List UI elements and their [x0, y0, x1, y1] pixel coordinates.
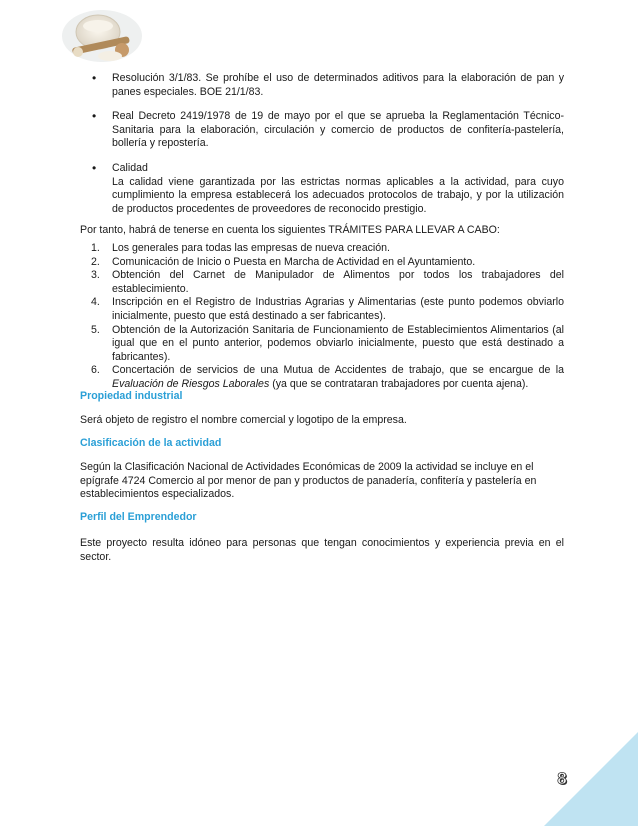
list-item: 4. Inscripción en el Registro de Industrias Agrarias y Alimentarias (este punto podemos obviarlo inicialmente, puesto que está destinado a ser fabricantes).	[91, 296, 564, 322]
perfil-text: Este proyecto resulta idóneo para personas que tengan conocimientos y experiencia previa en el sector.	[80, 537, 564, 563]
regulations-list	[80, 72, 564, 227]
heading-propiedad: Propiedad industrial	[80, 390, 183, 402]
list-item: • Resolución 3/1/83. Se prohíbe el uso de determinados aditivos para la elaboración de pan y panes especiales. BOE 21/1/83.	[80, 72, 564, 99]
propiedad-text: Será objeto de registro el nombre comercial y logotipo de la empresa.	[80, 414, 407, 426]
list-item: 2. Comunicación de Inicio o Puesta en Marcha de Actividad en el Ayuntamiento.	[91, 255, 476, 268]
calidad-title: • Calidad	[112, 161, 148, 174]
tramites-list	[80, 242, 564, 392]
list-item-calidad	[80, 162, 564, 216]
page-number: 8	[557, 769, 567, 788]
heading-clasificacion: Clasificación de la actividad	[80, 437, 222, 449]
list-item: 6. Concertación de servicios de una Mutua de Accidentes de trabajo, que se encargue de la Evaluación de Riesgos Laborales (ya que se contrataran trabajadores por cuenta ajena).	[91, 364, 564, 390]
italic-term: Evaluación de Riesgos Laborales	[112, 377, 270, 390]
clasificacion-text: Según la Clasificación Nacional de Actividades Económicas de 2009 la actividad se incluye en el epígrafe 4724 Comercio al por menor de pan y productos de panadería, confitería y pastelería en establecimientos especializados.	[80, 461, 537, 501]
list-item: 3. Obtención del Carnet de Manipulador de Alimentos por todos los trabajadores del establecimiento.	[91, 269, 564, 295]
list-item: 1. Los generales para todas las empresas de nueva creación.	[91, 242, 390, 254]
bakery-logo-image	[58, 6, 144, 68]
list-item: 5. Obtención de la Autorización Sanitaria de Funcionamiento de Establecimientos Alimentarios (al igual que en el punto anterior, podemos obviarlo inicialmente, puesto que está destinado a fabricantes).	[91, 323, 564, 363]
list-item: • Real Decreto 2419/1978 de 19 de mayo por el que se aprueba la Reglamentación Técnico-Sanitaria para la elaboración, circulación y comercio de productos de confitería-pastelería, bollería y repostería.	[80, 110, 564, 151]
tramites-intro: Por tanto, habrá de tenerse en cuenta los siguientes TRÁMITES PARA LLEVAR A CABO:	[80, 224, 500, 236]
heading-perfil: Perfil del Emprendedor	[80, 511, 197, 523]
calidad-text: La calidad viene garantizada por las estrictas normas aplicables a la actividad, para cuyo cumplimiento la empresa establecerá los adecuados protocolos de trabajo, y por la utilización de productos procedentes de proveedores de reconocido prestigio.	[112, 175, 564, 215]
